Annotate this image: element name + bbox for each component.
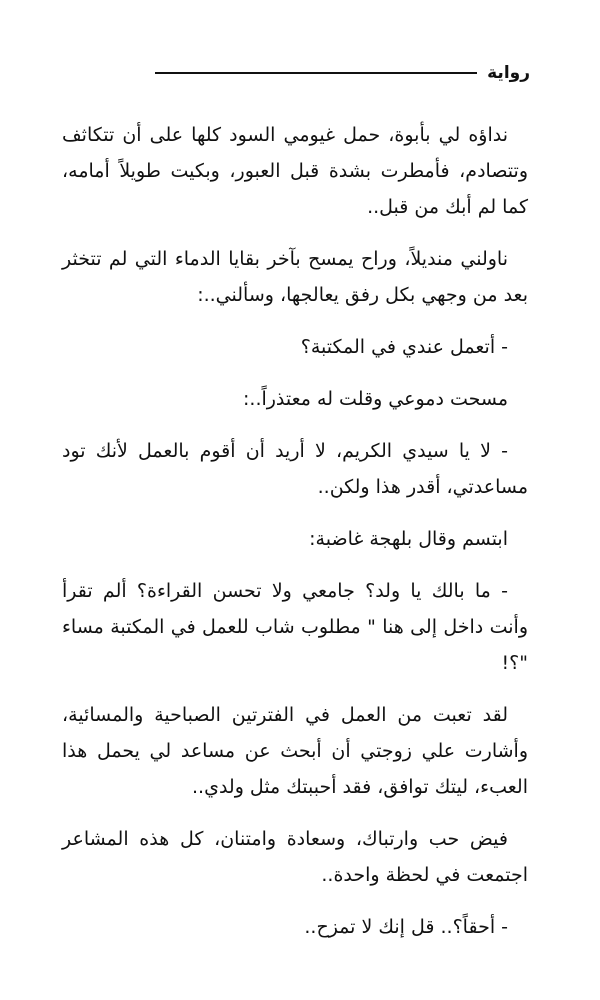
paragraph-3: مسحت دموعي وقلت له معتذراً..: xyxy=(243,388,508,410)
dialogue-line-1: - أتعمل عندي في المكتبة؟ xyxy=(300,336,508,358)
header-rule xyxy=(155,72,477,74)
running-header xyxy=(155,58,530,88)
dialogue-line-2: - لا يا سيدي الكريم، لا أريد أن أقوم بالعمل لأنك تود مساعدتي، أقدر هذا ولكن.. xyxy=(62,440,528,498)
page-text xyxy=(62,117,528,960)
section-label: رواية xyxy=(487,63,530,83)
dialogue-line-3: - ما بالك يا ولد؟ جامعي ولا تحسن القراءة؟ ألم تقرأ وأنت داخل إلى هنا " مطلوب شاب للعمل في المكتبة مساء "؟! xyxy=(62,580,528,674)
dialogue-line-4: - أحقاً؟.. قل إنك لا تمزح.. xyxy=(304,916,508,938)
paragraph-4: ابتسم وقال بلهجة غاضبة: xyxy=(309,528,508,550)
paragraph-6: فيض حب وارتباك، وسعادة وامتنان، كل هذه المشاعر اجتمعت في لحظة واحدة.. xyxy=(62,828,528,886)
paragraph-1: نداؤه لي بأبوة، حمل غيومي السود كلها على أن تتكاثف وتتصادم، فأمطرت بشدة قبل العبور، وبكيت طويلاً أمامه، كما لم أبك من قبل.. xyxy=(62,124,528,218)
paragraph-5: لقد تعبت من العمل في الفترتين الصباحية والمسائية، وأشارت علي زوجتي أن أبحث عن مساعد لي يحمل هذا العبء، ليتك توافق، فقد أحببتك مثل ولدي.. xyxy=(62,704,528,798)
paragraph-2: ناولني منديلاً، وراح يمسح بآخر بقايا الدماء التي لم تتخثر بعد من وجهي بكل رفق يعالجها، وسألني..: xyxy=(62,248,528,306)
